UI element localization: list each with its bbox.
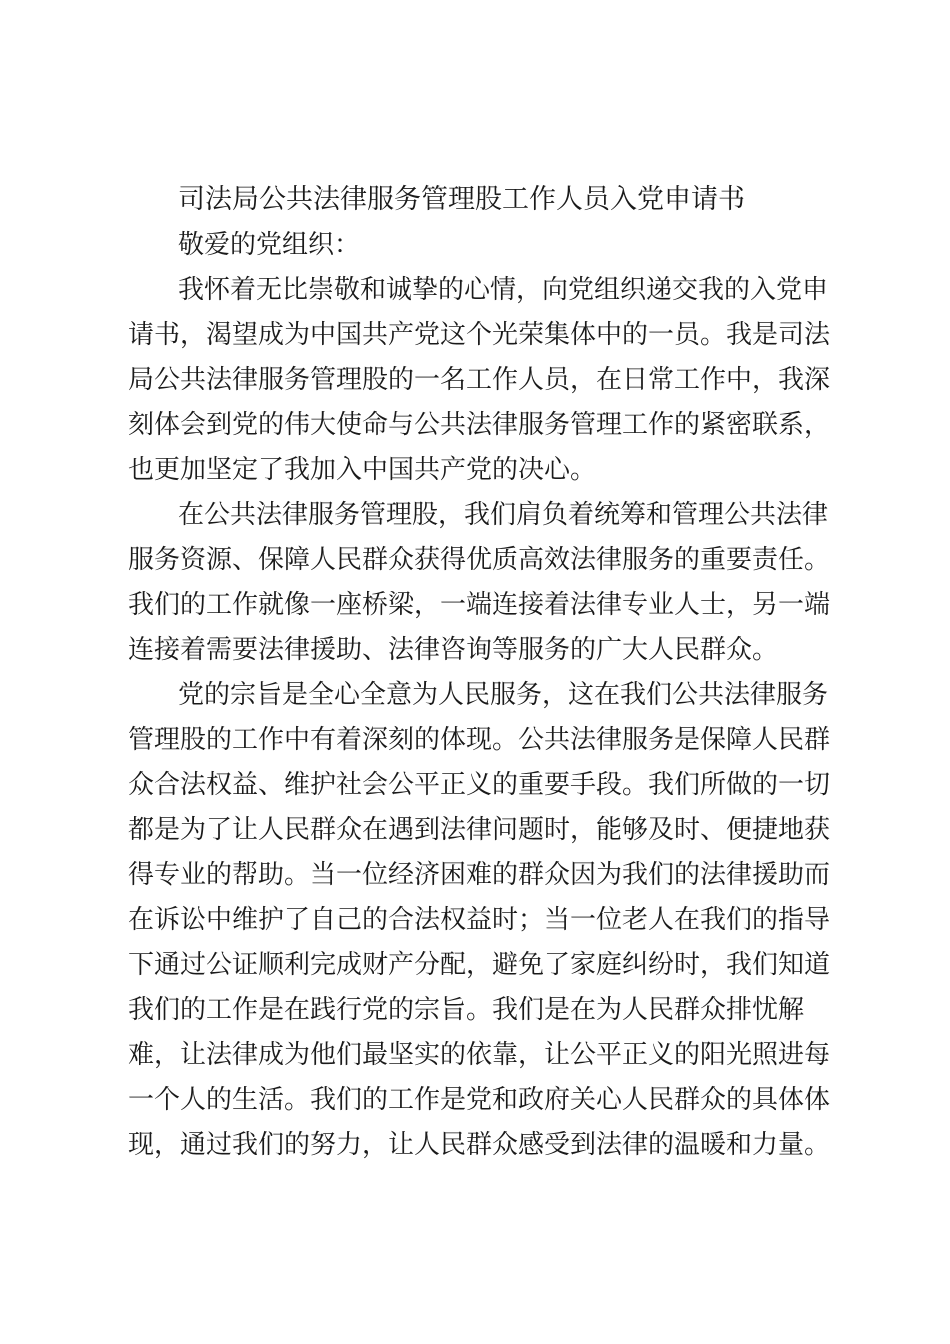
- paragraph-3-line-9: 难，让法律成为他们最坚实的依靠，让公平正义的阳光照进每: [128, 1040, 831, 1070]
- paragraph-2-line-4: 连接着需要法律援助、法律咨询等服务的广大人民群众。: [128, 635, 779, 665]
- paragraph-3-line-7: 下通过公证顺利完成财产分配，避免了家庭纠纷时，我们知道: [128, 950, 831, 980]
- paragraph-3-line-11: 现，通过我们的努力，让人民群众感受到法律的温暖和力量。: [128, 1130, 831, 1160]
- paragraph-2-line-2: 服务资源、保障人民群众获得优质高效法律服务的重要责任。: [128, 545, 831, 575]
- paragraph-1-line-4: 刻体会到党的伟大使命与公共法律服务管理工作的紧密联系，: [128, 410, 831, 440]
- salutation: 敬爱的党组织：: [178, 230, 361, 260]
- paragraph-3-line-2: 管理股的工作中有着深刻的体现。公共法律服务是保障人民群: [128, 725, 831, 755]
- document-title: 司法局公共法律服务管理股工作人员入党申请书: [178, 184, 745, 215]
- paragraph-3-line-1: 党的宗旨是全心全意为人民服务，这在我们公共法律服务: [178, 680, 829, 710]
- paragraph-2-line-3: 我们的工作就像一座桥梁，一端连接着法律专业人士，另一端: [128, 590, 831, 620]
- paragraph-2-line-1: 在公共法律服务管理股，我们肩负着统筹和管理公共法律: [178, 500, 829, 530]
- paragraph-1-line-3: 局公共法律服务管理股的一名工作人员，在日常工作中，我深: [128, 365, 831, 395]
- paragraph-3-line-8: 我们的工作是在践行党的宗旨。我们是在为人民群众排忧解: [128, 995, 805, 1025]
- paragraph-3-line-6: 在诉讼中维护了自己的合法权益时；当一位老人在我们的指导: [128, 905, 831, 935]
- paragraph-1-line-5: 也更加坚定了我加入中国共产党的决心。: [128, 455, 597, 485]
- paragraph-3-line-10: 一个人的生活。我们的工作是党和政府关心人民群众的具体体: [128, 1085, 831, 1115]
- paragraph-3-line-5: 得专业的帮助。当一位经济困难的群众因为我们的法律援助而: [128, 860, 831, 890]
- paragraph-1-line-2: 请书，渴望成为中国共产党这个光荣集体中的一员。我是司法: [128, 320, 831, 350]
- paragraph-3-line-3: 众合法权益、维护社会公平正义的重要手段。我们所做的一切: [128, 770, 831, 800]
- paragraph-3-line-4: 都是为了让人民群众在遇到法律问题时，能够及时、便捷地获: [128, 815, 831, 845]
- paragraph-1-line-1: 我怀着无比崇敬和诚挚的心情，向党组织递交我的入党申: [178, 275, 829, 305]
